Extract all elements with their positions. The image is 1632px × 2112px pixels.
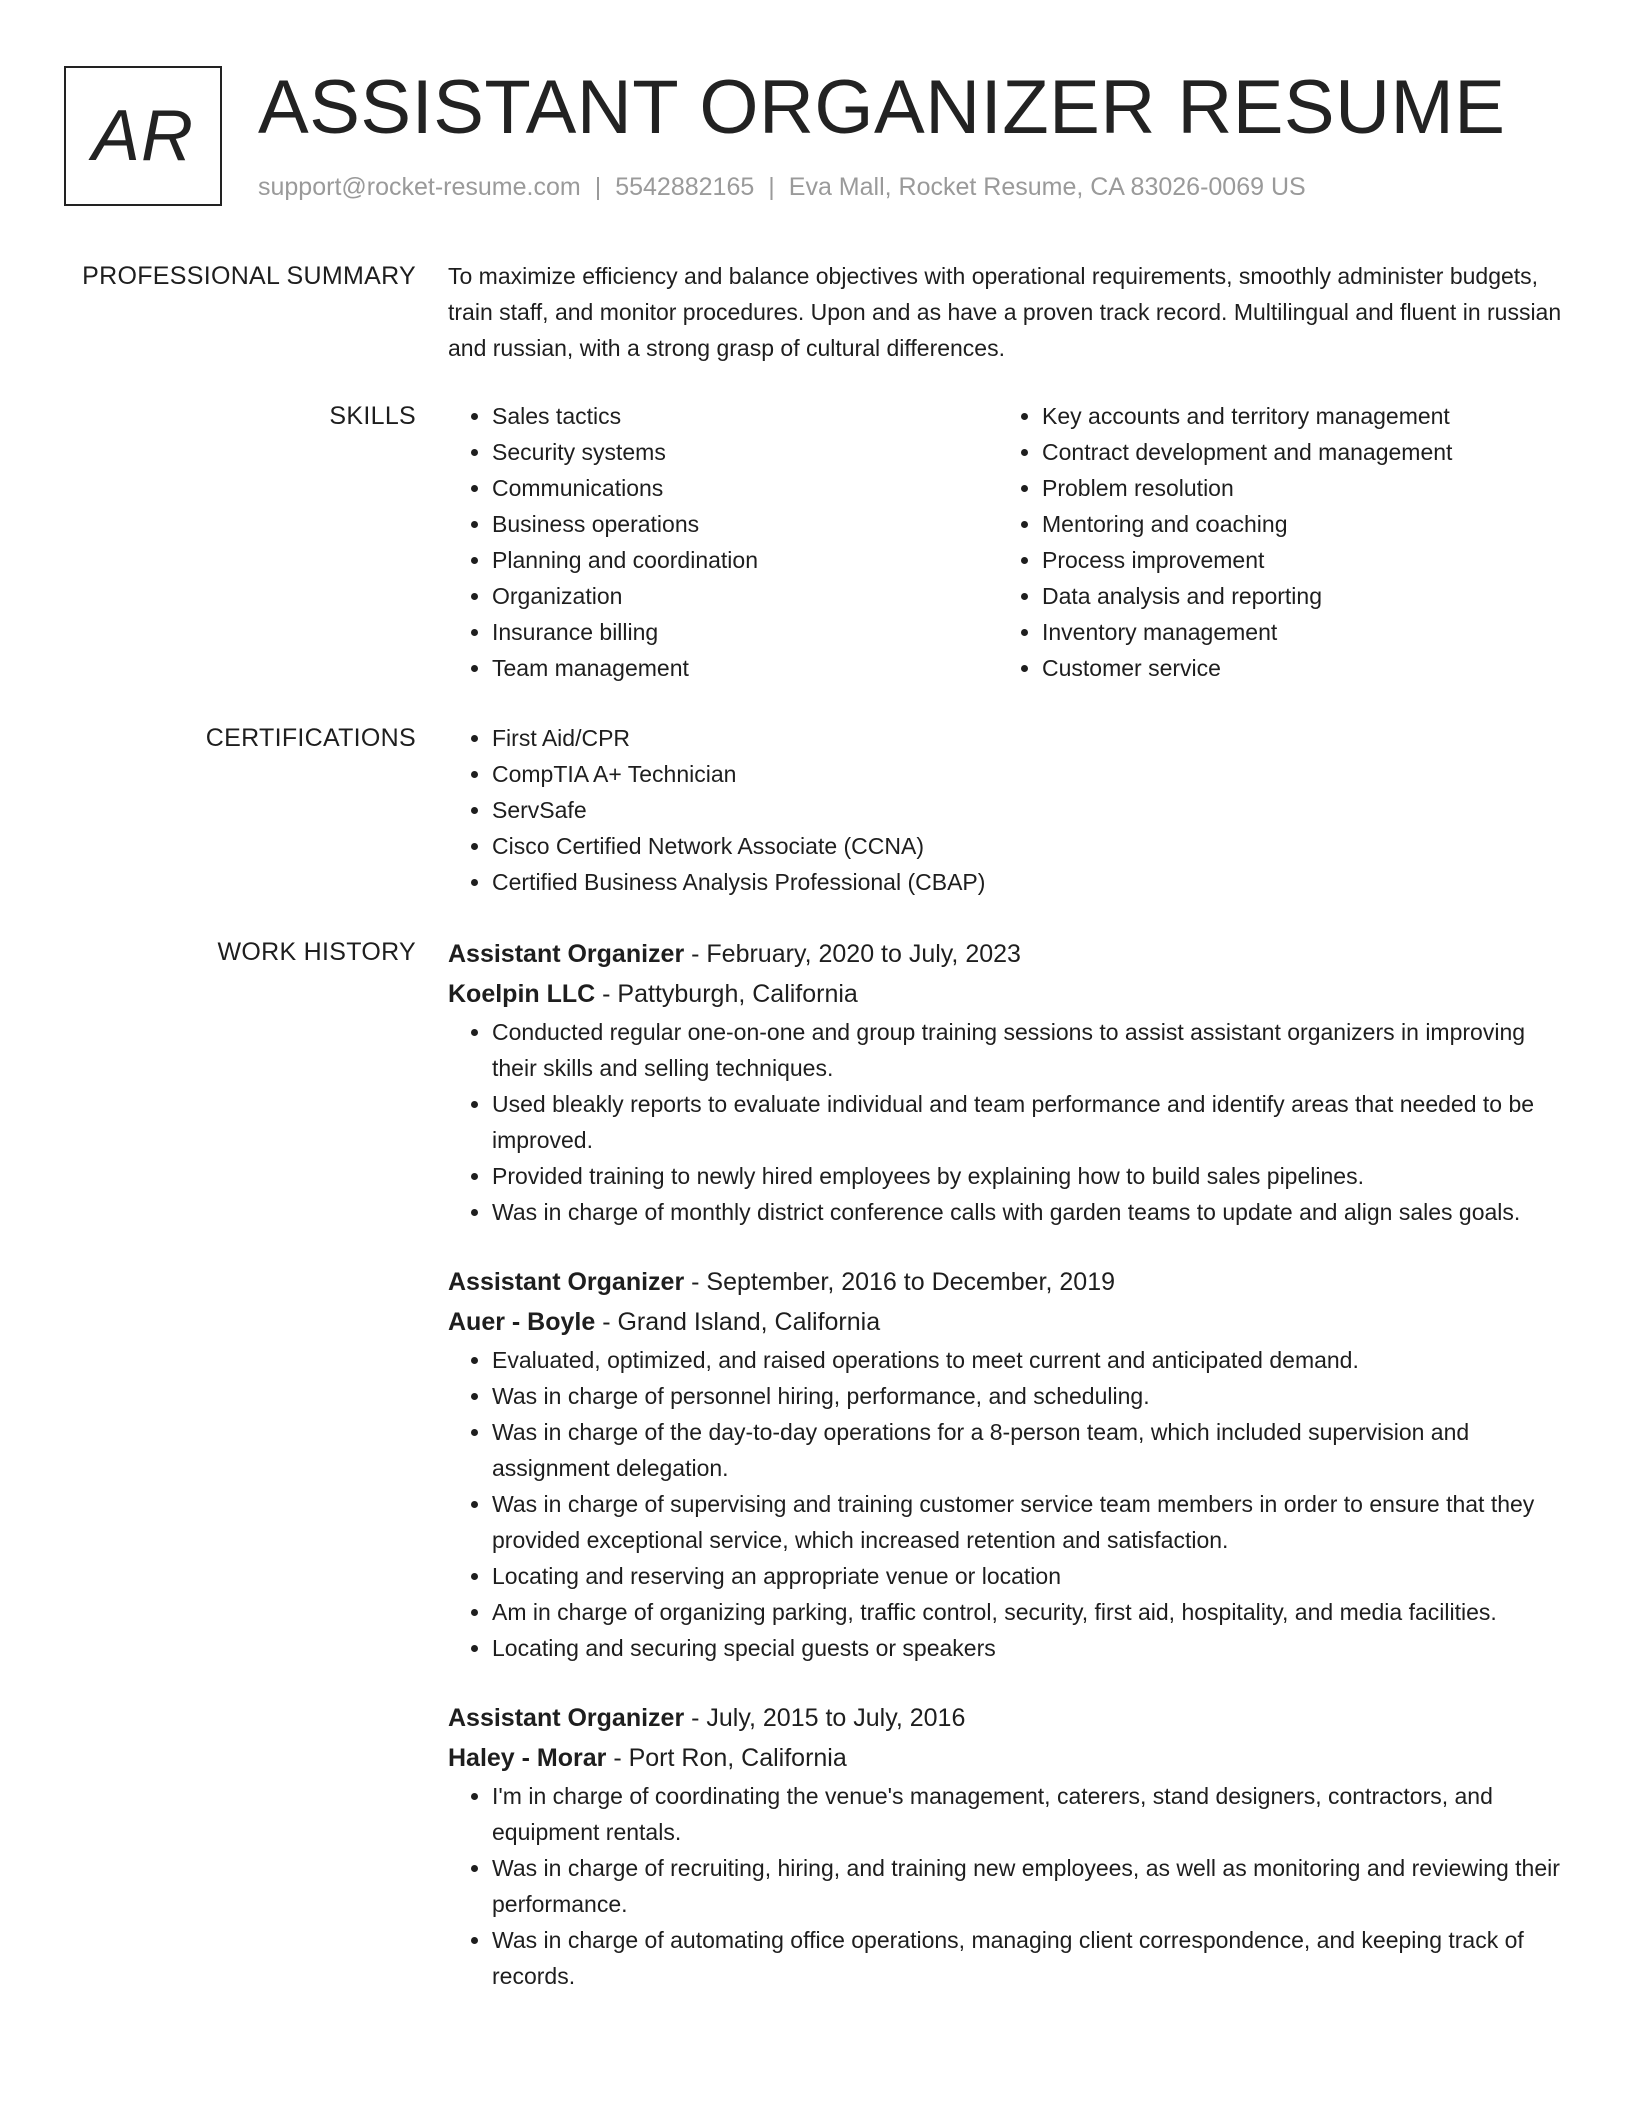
skill-item: • Business operations [492,506,998,542]
certification-item: • Cisco Certified Network Associate (CCNA) [492,828,1568,864]
job-duty-item: • Am in charge of organizing parking, traffic control, security, first aid, hospitality, and media facilities. [492,1594,1568,1630]
job-duty-item: • Provided training to newly hired employees by explaining how to build sales pipelines. [492,1158,1568,1194]
contact-separator: | [768,173,775,201]
certifications-label: CERTIFICATIONS [205,724,416,752]
job-company-line [448,974,1568,1014]
skill-item: • Security systems [492,434,998,470]
job-title: Assistant Organizer [448,940,685,968]
skills-label: SKILLS [329,402,416,430]
job-duty-item: • Was in charge of supervising and training customer service team members in order to ensure that they provided exceptional service, which increased retention and satisfaction. [492,1486,1568,1558]
work-history-label: WORK HISTORY [217,938,416,966]
job-entry [448,1698,1568,1994]
job-title-line [448,1698,1568,1738]
skill-item: • Inventory management [1042,614,1548,650]
job-title: Assistant Organizer [448,1268,685,1296]
skill-item: • Data analysis and reporting [1042,578,1548,614]
summary-text: To maximize efficiency and balance objectives with operational requirements, smoothly administer budgets, train staff, and monitor procedures. Upon and as have a proven track record. Multilingual and fluent in russian and russian, with a strong grasp of cultural differences. [448,263,1562,361]
skills-list-right [998,398,1548,686]
certification-item: • First Aid/CPR [492,720,1568,756]
job-dates: - September, 2016 to December, 2019 [684,1268,1116,1296]
job-dates: - February, 2020 to July, 2023 [684,940,1021,968]
certifications-list [448,720,1568,900]
skill-item: • Customer service [1042,650,1548,686]
job-entry [448,934,1568,1230]
summary-label: PROFESSIONAL SUMMARY [82,262,416,290]
summary-body [448,258,1568,366]
skill-item: • Contract development and management [1042,434,1548,470]
contact-line [258,172,1306,202]
job-company-line [448,1738,1568,1778]
monogram-logo: AR [64,66,222,206]
skill-item: • Insurance billing [492,614,998,650]
job-duty-item: • Evaluated, optimized, and raised operations to meet current and anticipated demand. [492,1342,1568,1378]
contact-address: Eva Mall, Rocket Resume, CA 83026-0069 US [788,173,1306,201]
skill-item: • Sales tactics [492,398,998,434]
skill-item: • Key accounts and territory management [1042,398,1548,434]
job-company: Auer - Boyle [448,1308,596,1336]
certification-item: • Certified Business Analysis Professional (CBAP) [492,864,1568,900]
job-duty-item: • Conducted regular one-on-one and group training sessions to assist assistant organizers in improving their skills and selling techniques. [492,1014,1568,1086]
certification-item: • ServSafe [492,792,1568,828]
job-duties-list [448,1778,1568,1994]
job-duty-item: • Used bleakly reports to evaluate individual and team performance and identify areas that needed to be improved. [492,1086,1568,1158]
skill-item: • Process improvement [1042,542,1548,578]
job-duty-item: • Was in charge of the day-to-day operations for a 8-person team, which included supervision and assignment delegation. [492,1414,1568,1486]
job-company-line [448,1302,1568,1342]
job-duty-item: • Was in charge of monthly district conference calls with garden teams to update and align sales goals. [492,1194,1568,1230]
job-duty-item: • Was in charge of recruiting, hiring, and training new employees, as well as monitoring and reviewing their performance. [492,1850,1568,1922]
skill-item: • Mentoring and coaching [1042,506,1548,542]
skill-item: • Team management [492,650,998,686]
job-duty-item: • Locating and securing special guests or speakers [492,1630,1568,1666]
job-duty-item: • Was in charge of personnel hiring, performance, and scheduling. [492,1378,1568,1414]
job-duty-item: • Was in charge of automating office operations, managing client correspondence, and keeping track of records. [492,1922,1568,1994]
certifications-body [448,720,1568,900]
resume-header [64,66,1564,216]
job-location: - Grand Island, California [595,1308,881,1336]
skill-item: • Planning and coordination [492,542,998,578]
job-location: - Pattyburgh, California [595,980,858,1008]
skill-item: • Problem resolution [1042,470,1548,506]
work-history-body [448,934,1568,1994]
skills-column-left [448,398,998,686]
job-duties-list [448,1342,1568,1666]
job-duty-item: • Locating and reserving an appropriate venue or location [492,1558,1568,1594]
skills-list-left [448,398,998,686]
skills-column-right [998,398,1548,686]
job-duties-list [448,1014,1568,1230]
job-title-line [448,1262,1568,1302]
skill-item: • Communications [492,470,998,506]
job-location: - Port Ron, California [606,1744,847,1772]
skill-item: • Organization [492,578,998,614]
resume-title: ASSISTANT ORGANIZER RESUME [258,65,1506,150]
skills-columns [448,398,1568,686]
job-title-line [448,934,1568,974]
contact-email: support@rocket-resume.com [258,173,581,201]
job-duty-item: • I'm in charge of coordinating the venue's management, caterers, stand designers, contractors, and equipment rentals. [492,1778,1568,1850]
contact-phone: 5542882165 [615,173,755,201]
job-company: Koelpin LLC [448,980,596,1008]
job-dates: - July, 2015 to July, 2016 [684,1704,966,1732]
skills-body [448,398,1568,686]
contact-separator: | [594,173,602,201]
job-entry [448,1262,1568,1666]
job-company: Haley - Morar [448,1744,607,1772]
job-title: Assistant Organizer [448,1704,685,1732]
certification-item: • CompTIA A+ Technician [492,756,1568,792]
